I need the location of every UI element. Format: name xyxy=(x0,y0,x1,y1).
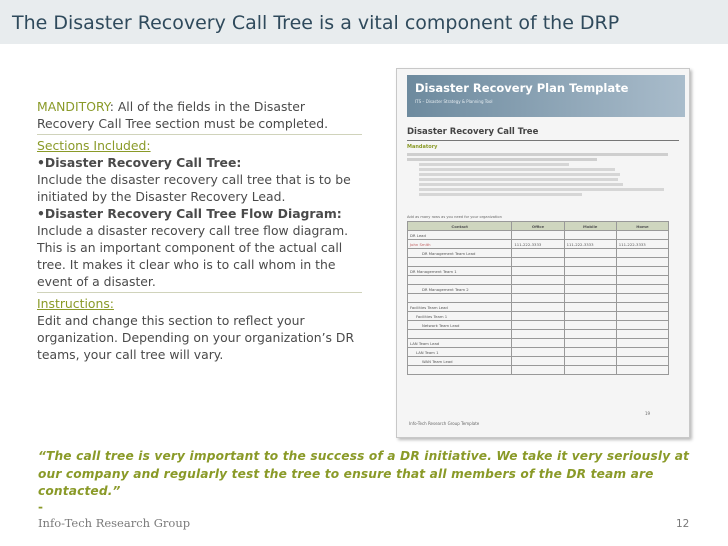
doc-banner xyxy=(407,75,685,117)
doc-table-cell xyxy=(512,366,564,375)
mandatory-block xyxy=(37,98,362,132)
mandatory-text: : All of the fields in the Disaster Recovery Call Tree section must be completed. xyxy=(37,99,329,131)
doc-table-cell xyxy=(616,321,668,330)
doc-table-row xyxy=(408,231,669,240)
doc-table-cell xyxy=(616,330,668,339)
doc-table-cell xyxy=(616,249,668,258)
divider xyxy=(37,292,362,293)
doc-table-row xyxy=(408,294,669,303)
doc-table-cell xyxy=(512,285,564,294)
doc-table-row xyxy=(408,366,669,375)
doc-table-cell xyxy=(616,258,668,267)
doc-table-cell xyxy=(564,330,616,339)
doc-table-cell: 111-222-3333 xyxy=(512,240,564,249)
doc-table-cell xyxy=(616,267,668,276)
doc-table-cell: LAN Team 1 xyxy=(408,348,512,357)
doc-banner-title: Disaster Recovery Plan Template xyxy=(415,81,629,95)
doc-bullet-line xyxy=(419,163,569,166)
doc-note: Add as many rows as you need for your organization xyxy=(407,215,502,219)
footer-page-number: 12 xyxy=(676,518,690,530)
doc-table-cell xyxy=(408,258,512,267)
instructions-heading: Instructions: xyxy=(37,296,114,311)
doc-table-cell xyxy=(512,276,564,285)
doc-table-cell xyxy=(512,321,564,330)
doc-table-cell xyxy=(616,285,668,294)
doc-table-cell xyxy=(564,276,616,285)
doc-table-row xyxy=(408,258,669,267)
doc-table-cell: Facilities Team 1 xyxy=(408,312,512,321)
doc-table-cell xyxy=(616,348,668,357)
doc-table-cell: Network Team Lead xyxy=(408,321,512,330)
doc-table-row xyxy=(408,312,669,321)
doc-table-cell xyxy=(564,357,616,366)
doc-call-tree-table xyxy=(407,221,681,438)
doc-table-cell: DR Management Team 2 xyxy=(408,285,512,294)
doc-table-row xyxy=(408,285,669,294)
doc-bullet-line xyxy=(419,168,615,171)
doc-table-cell xyxy=(408,276,512,285)
item2-text: Include a disaster recovery call tree flow diagram. This is an important component of the actual call tree. It makes it clear who is to call whom in the event of a disaster. xyxy=(37,223,349,289)
doc-page-number: 19 xyxy=(645,411,651,416)
left-text-panel xyxy=(37,98,362,363)
doc-table-cell xyxy=(512,312,564,321)
doc-line xyxy=(407,158,597,161)
doc-table-cell xyxy=(564,339,616,348)
doc-bullet-line xyxy=(419,188,664,191)
quote-text: “The call tree is very important to the success of a DR initiative. We take it very seriously at our company and regularly test the tree to ensure that all members of the DR team are contacted.” xyxy=(38,449,690,498)
doc-table-row xyxy=(408,267,669,276)
doc-rule xyxy=(407,140,679,141)
doc-table-cell xyxy=(616,366,668,375)
doc-line xyxy=(407,153,668,156)
doc-table-cell: DR Management Team 1 xyxy=(408,267,512,276)
doc-table-cell xyxy=(408,330,512,339)
doc-table-cell xyxy=(564,348,616,357)
doc-table-cell: WAN Team Lead xyxy=(408,357,512,366)
doc-table-cell xyxy=(512,339,564,348)
doc-table-row xyxy=(408,249,669,258)
doc-table-cell xyxy=(564,267,616,276)
doc-table-cell: DR Management Team Lead xyxy=(408,249,512,258)
doc-bullet-line xyxy=(419,193,582,196)
doc-table-cell xyxy=(564,366,616,375)
doc-bullet-line xyxy=(419,183,623,186)
sections-block xyxy=(37,137,362,290)
doc-col-header: Home xyxy=(616,222,668,231)
doc-col-header: Office xyxy=(512,222,564,231)
doc-table-cell xyxy=(564,285,616,294)
doc-table-cell xyxy=(512,330,564,339)
doc-table-row xyxy=(408,339,669,348)
doc-table-cell xyxy=(616,276,668,285)
instructions-text: Edit and change this section to reflect your organization. Depending on your organization’s DR teams, your call tree will vary. xyxy=(37,313,355,362)
doc-table-cell xyxy=(512,348,564,357)
doc-table-cell xyxy=(616,339,668,348)
doc-table-cell: LAN Team Lead xyxy=(408,339,512,348)
doc-table-cell xyxy=(564,303,616,312)
doc-col-header: Contact xyxy=(408,222,512,231)
doc-bullet-line xyxy=(419,178,618,181)
doc-table-cell: 111-222-3333 xyxy=(564,240,616,249)
doc-table-cell xyxy=(512,267,564,276)
doc-table-cell xyxy=(564,249,616,258)
doc-table-row xyxy=(408,330,669,339)
doc-col-header: Mobile xyxy=(564,222,616,231)
doc-table-cell xyxy=(408,366,512,375)
item2-title: •Disaster Recovery Call Tree Flow Diagram: xyxy=(37,206,342,221)
doc-table-cell: DR Lead xyxy=(408,231,512,240)
doc-table-cell xyxy=(616,357,668,366)
doc-footer: Info-Tech Research Group Template xyxy=(409,421,480,426)
quote-dash: - xyxy=(38,500,43,514)
doc-table-row xyxy=(408,348,669,357)
doc-table-cell xyxy=(564,294,616,303)
doc-table-cell xyxy=(408,294,512,303)
doc-table-cell xyxy=(512,258,564,267)
doc-mandatory: Mandatory xyxy=(407,144,438,150)
item1-text: Include the disaster recovery call tree that is to be initiated by the Disaster Recovery Lead. xyxy=(37,172,351,204)
doc-table-row xyxy=(408,357,669,366)
title-bar xyxy=(0,0,728,44)
doc-table-cell xyxy=(616,231,668,240)
slide-title: The Disaster Recovery Call Tree is a vital component of the DRP xyxy=(12,12,620,34)
doc-table-cell: John Smith xyxy=(408,240,512,249)
item1-title: •Disaster Recovery Call Tree: xyxy=(37,155,242,170)
doc-table-cell xyxy=(512,303,564,312)
doc-table-cell xyxy=(564,321,616,330)
doc-table-cell xyxy=(616,294,668,303)
doc-heading: Disaster Recovery Call Tree xyxy=(407,127,539,137)
doc-table-cell: Facilities Team Lead xyxy=(408,303,512,312)
doc-table-body xyxy=(408,231,669,375)
doc-banner-subtitle: ITS – Disaster Strategy & Planning Tool xyxy=(415,99,493,104)
doc-table-cell xyxy=(564,258,616,267)
doc-table-cell: 111-222-3333 xyxy=(616,240,668,249)
doc-table-cell xyxy=(616,303,668,312)
doc-bullet-line xyxy=(419,173,620,176)
divider xyxy=(37,134,362,135)
footer-organization: Info-Tech Research Group xyxy=(38,516,191,530)
doc-body-lines xyxy=(407,151,679,198)
doc-table-cell xyxy=(512,294,564,303)
doc-table-cell xyxy=(512,231,564,240)
doc-table-row xyxy=(408,303,669,312)
template-preview-image xyxy=(396,68,690,438)
sections-heading: Sections Included: xyxy=(37,138,151,153)
doc-table-row xyxy=(408,276,669,285)
doc-table-row xyxy=(408,321,669,330)
doc-table-header xyxy=(408,222,669,231)
doc-table-row xyxy=(408,240,669,249)
doc-table-cell xyxy=(512,249,564,258)
mandatory-label: MANDITORY xyxy=(37,99,110,114)
instructions-block xyxy=(37,295,362,363)
doc-table-cell xyxy=(616,312,668,321)
doc-table-cell xyxy=(564,312,616,321)
doc-table-cell xyxy=(564,231,616,240)
doc-table-cell xyxy=(512,357,564,366)
